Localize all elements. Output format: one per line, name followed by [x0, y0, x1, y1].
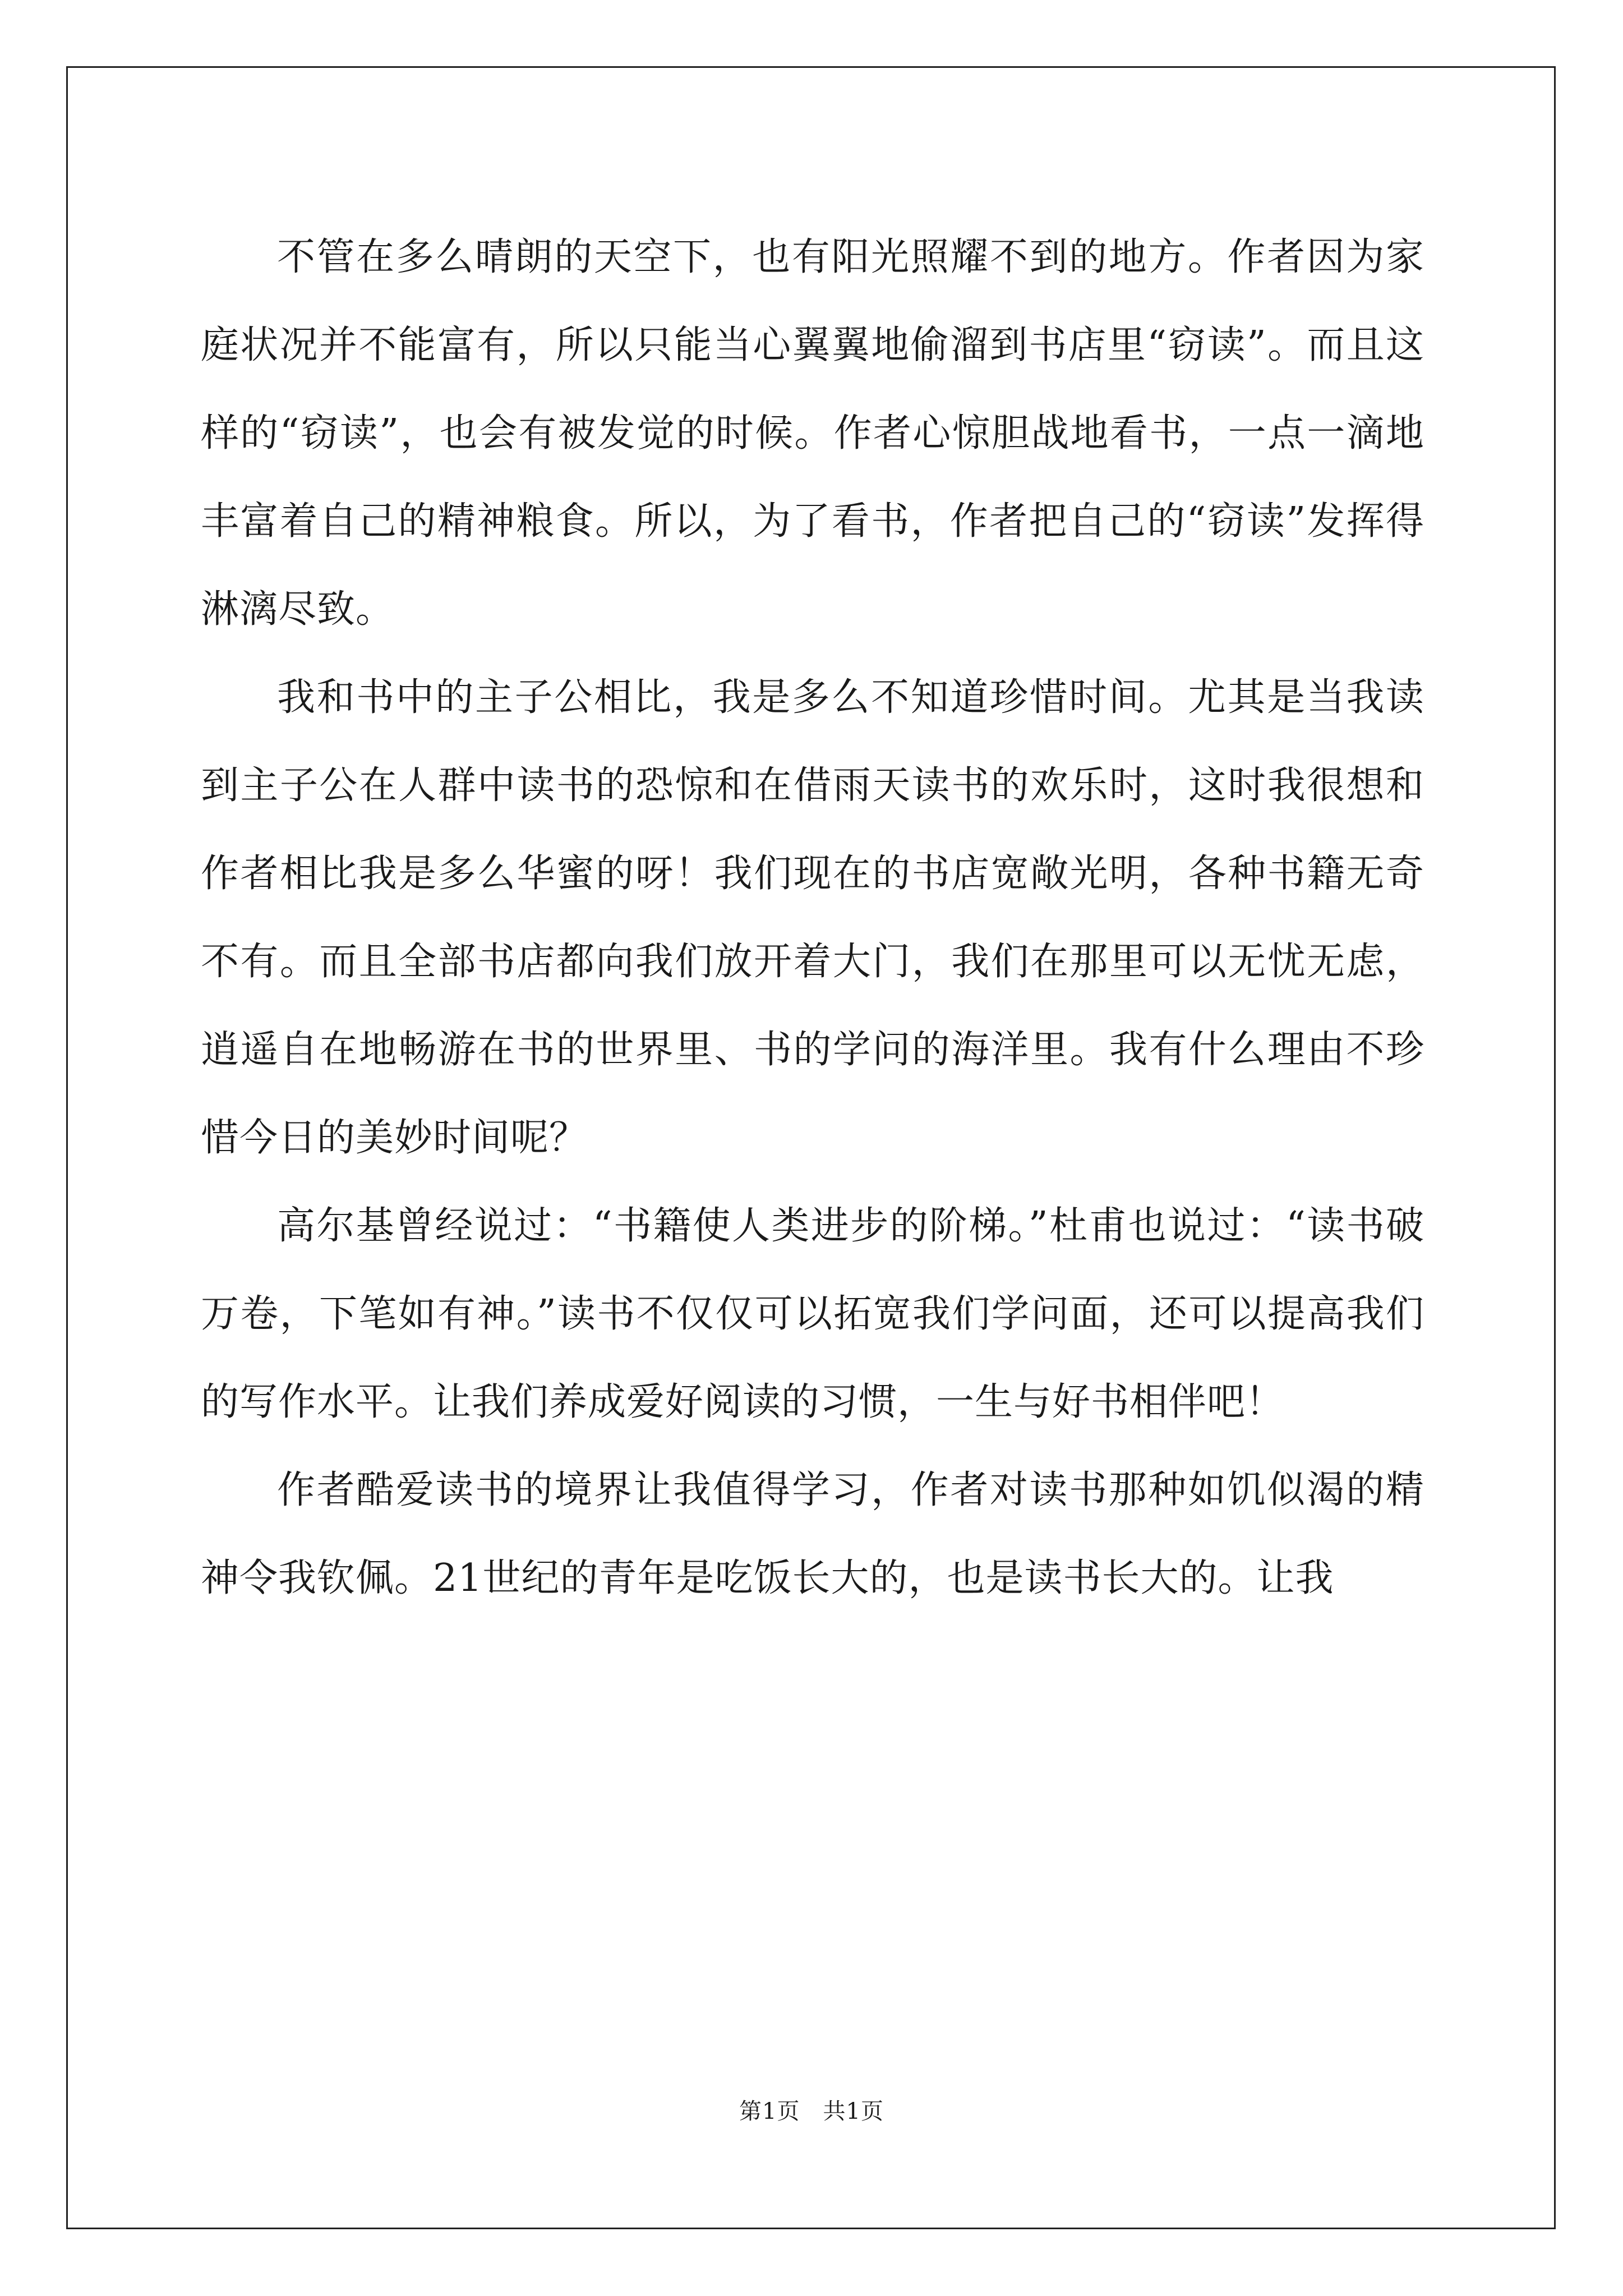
document-body [201, 213, 1424, 1622]
paragraph-2: 我和书中的主子公相比，我是多么不知道珍惜时间。尤其是当我读到主子公在人群中读书的恐惊和在借雨天读书的欢乐时，这时我很想和作者相比我是多么华蜜的呀！我们现在的书店宽敞光明，各种书籍无奇不有。而且全部书店都向我们放开着大门，我们在那里可以无忧无虑，逍遥自在地畅游在书的世界里、书的学问的海洋里。我有什么理由不珍惜今日的美妙时间呢？ [201, 675, 1424, 1160]
paragraph-4: 作者酷爱读书的境界让我值得学习，作者对读书那种如饥似渴的精神令我钦佩。21世纪的青年是吃饭长大的，也是读书长大的。让我 [201, 1468, 1424, 1600]
page-footer: 第1页 共1页 [739, 2099, 884, 2124]
paragraph-3: 高尔基曾经说过：“书籍使人类进步的阶梯。”杜甫也说过：“读书破万卷，下笔如有神。”读书不仅仅可以拓宽我们学问面，还可以提高我们的写作水平。让我们养成爱好阅读的习惯，一生与好书相伴吧！ [201, 1204, 1424, 1424]
paragraph-1: 不管在多么晴朗的天空下，也有阳光照耀不到的地方。作者因为家庭状况并不能富有，所以只能当心翼翼地偷溜到书店里“窃读”。而且这样的“窃读”，也会有被发觉的时候。作者心惊胆战地看书，一点一滴地丰富着自己的精神粮食。所以，为了看书，作者把自己的“窃读”发挥得淋漓尽致。 [201, 235, 1424, 632]
